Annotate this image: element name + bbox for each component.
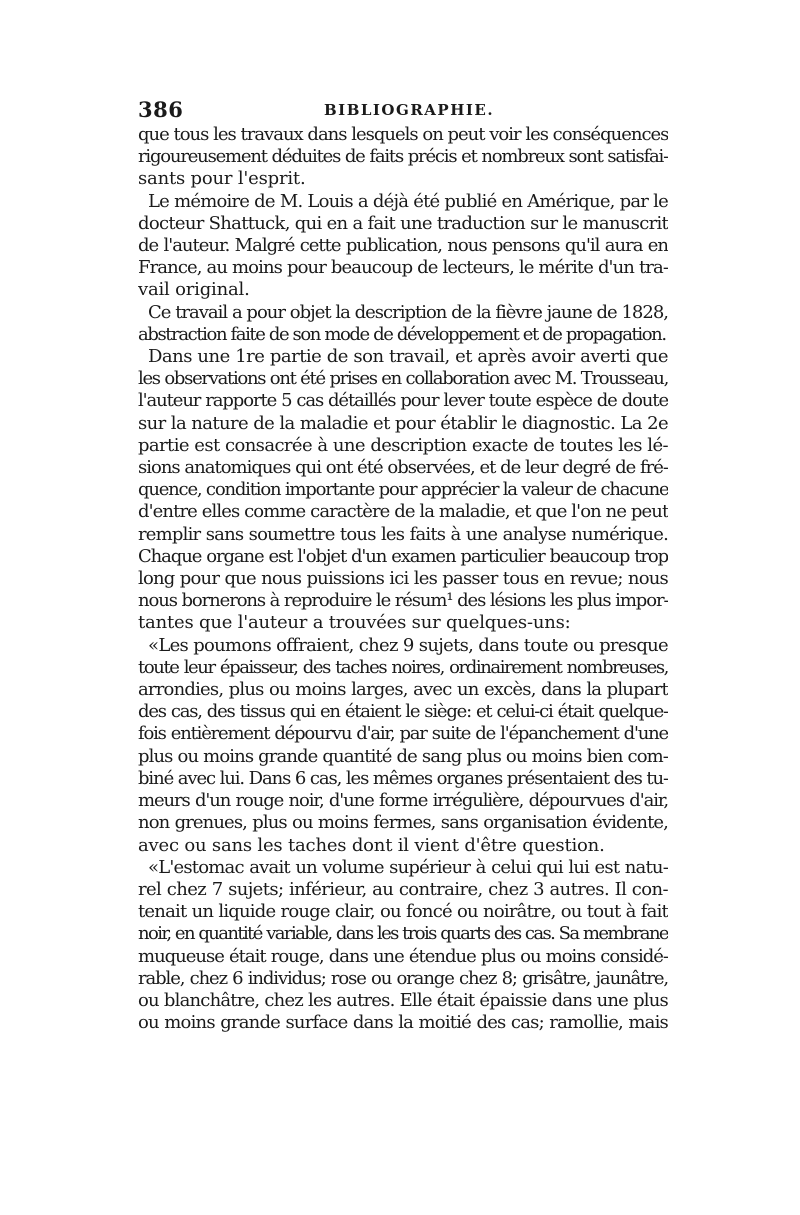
text-line: ou moins grande surface dans la moitié des cas; ramollie, mais	[138, 1012, 668, 1034]
text-line: remplir sans soumettre tous les faits à une analyse numérique.	[138, 523, 668, 545]
text-line: noir, en quantité variable, dans les trois quarts des cas. Sa membrane	[138, 923, 668, 945]
running-title: BIBLIOGRAPHIE.	[324, 101, 495, 119]
text-line: docteur Shattuck, qui en a fait une traduction sur le manuscrit	[138, 212, 668, 234]
text-line: d'entre elles comme caractère de la maladie, et que l'on ne peut	[138, 501, 668, 523]
body-text	[138, 124, 668, 1034]
text-line: Dans une 1re partie de son travail, et après avoir averti que	[148, 346, 668, 368]
text-line: tenait un liquide rouge clair, ou foncé ou noirâtre, ou tout à fait	[138, 901, 668, 923]
text-line: rigoureusement déduites de faits précis et nombreux sont satisfai-	[138, 146, 668, 168]
text-line: quence, condition importante pour apprécier la valeur de chacune	[138, 479, 668, 501]
text-line: biné avec lui. Dans 6 cas, les mêmes organes présentaient des tu-	[138, 767, 668, 789]
text-line: muqueuse était rouge, dans une étendue plus ou moins considé-	[138, 945, 668, 967]
text-line: rable, chez 6 individus; rose ou orange chez 8; grisâtre, jaunâtre,	[138, 967, 668, 989]
text-line: des cas, des tissus qui en étaient le siège: et celui-ci était quelque-	[138, 701, 668, 723]
text-line: l'auteur rapporte 5 cas détaillés pour lever toute espèce de doute	[138, 390, 668, 412]
text-line: que tous les travaux dans lesquels on peut voir les conséquences	[138, 124, 668, 145]
text-line: avec ou sans les taches dont il vient d'être question.	[138, 834, 605, 856]
text-line: partie est consacrée à une description exacte de toutes les lé-	[138, 434, 668, 456]
text-line: Ce travail a pour objet la description de la fièvre jaune de 1828,	[148, 301, 668, 323]
text-line: France, au moins pour beaucoup de lecteurs, le mérite d'un tra-	[138, 257, 668, 279]
text-line: Le mémoire de M. Louis a déjà été publié en Amérique, par le	[148, 190, 668, 212]
text-line: long pour que nous puissions ici les passer tous en revue; nous	[138, 568, 668, 590]
text-line: sions anatomiques qui ont été observées, et de leur degré de fré-	[138, 457, 668, 479]
text-line: sur la nature de la maladie et pour établir le diagnostic. La 2e	[138, 412, 668, 434]
text-line: non grenues, plus ou moins fermes, sans organisation évidente,	[138, 812, 668, 834]
page-number: 386	[138, 97, 184, 122]
page-header	[138, 97, 668, 123]
text-line: meurs d'un rouge noir, d'une forme irrégulière, dépourvues d'air,	[138, 790, 668, 812]
text-line: rel chez 7 sujets; inférieur, au contraire, chez 3 autres. Il con-	[138, 878, 668, 900]
text-line: nous bornerons à reproduire le résum¹ des lésions les plus impor-	[138, 590, 668, 612]
text-line: fois entièrement dépourvu d'air, par suite de l'épanchement d'une	[138, 723, 668, 745]
text-line: «Les poumons offraient, chez 9 sujets, dans toute ou presque	[148, 634, 668, 656]
text-line: toute leur épaisseur, des taches noires, ordinairement nombreuses,	[138, 656, 668, 678]
text-line: Chaque organe est l'objet d'un examen particulier beaucoup trop	[138, 545, 668, 567]
text-line: plus ou moins grande quantité de sang plus ou moins bien com-	[138, 745, 668, 767]
text-line: vail original.	[138, 279, 250, 301]
text-line: abstraction faite de son mode de développement et de propagation.	[138, 323, 666, 345]
text-line: tantes que l'auteur a trouvées sur quelques-uns:	[138, 612, 571, 634]
text-line: «L'estomac avait un volume supérieur à celui qui lui est natu-	[148, 856, 668, 878]
text-line: sants pour l'esprit.	[138, 168, 306, 190]
text-line: ou blanchâtre, chez les autres. Elle était épaissie dans une plus	[138, 989, 668, 1011]
text-line: arrondies, plus ou moins larges, avec un excès, dans la plupart	[138, 679, 668, 701]
text-line: de l'auteur. Malgré cette publication, nous pensons qu'il aura en	[138, 235, 668, 257]
text-line: les observations ont été prises en collaboration avec M. Trousseau,	[138, 368, 668, 390]
